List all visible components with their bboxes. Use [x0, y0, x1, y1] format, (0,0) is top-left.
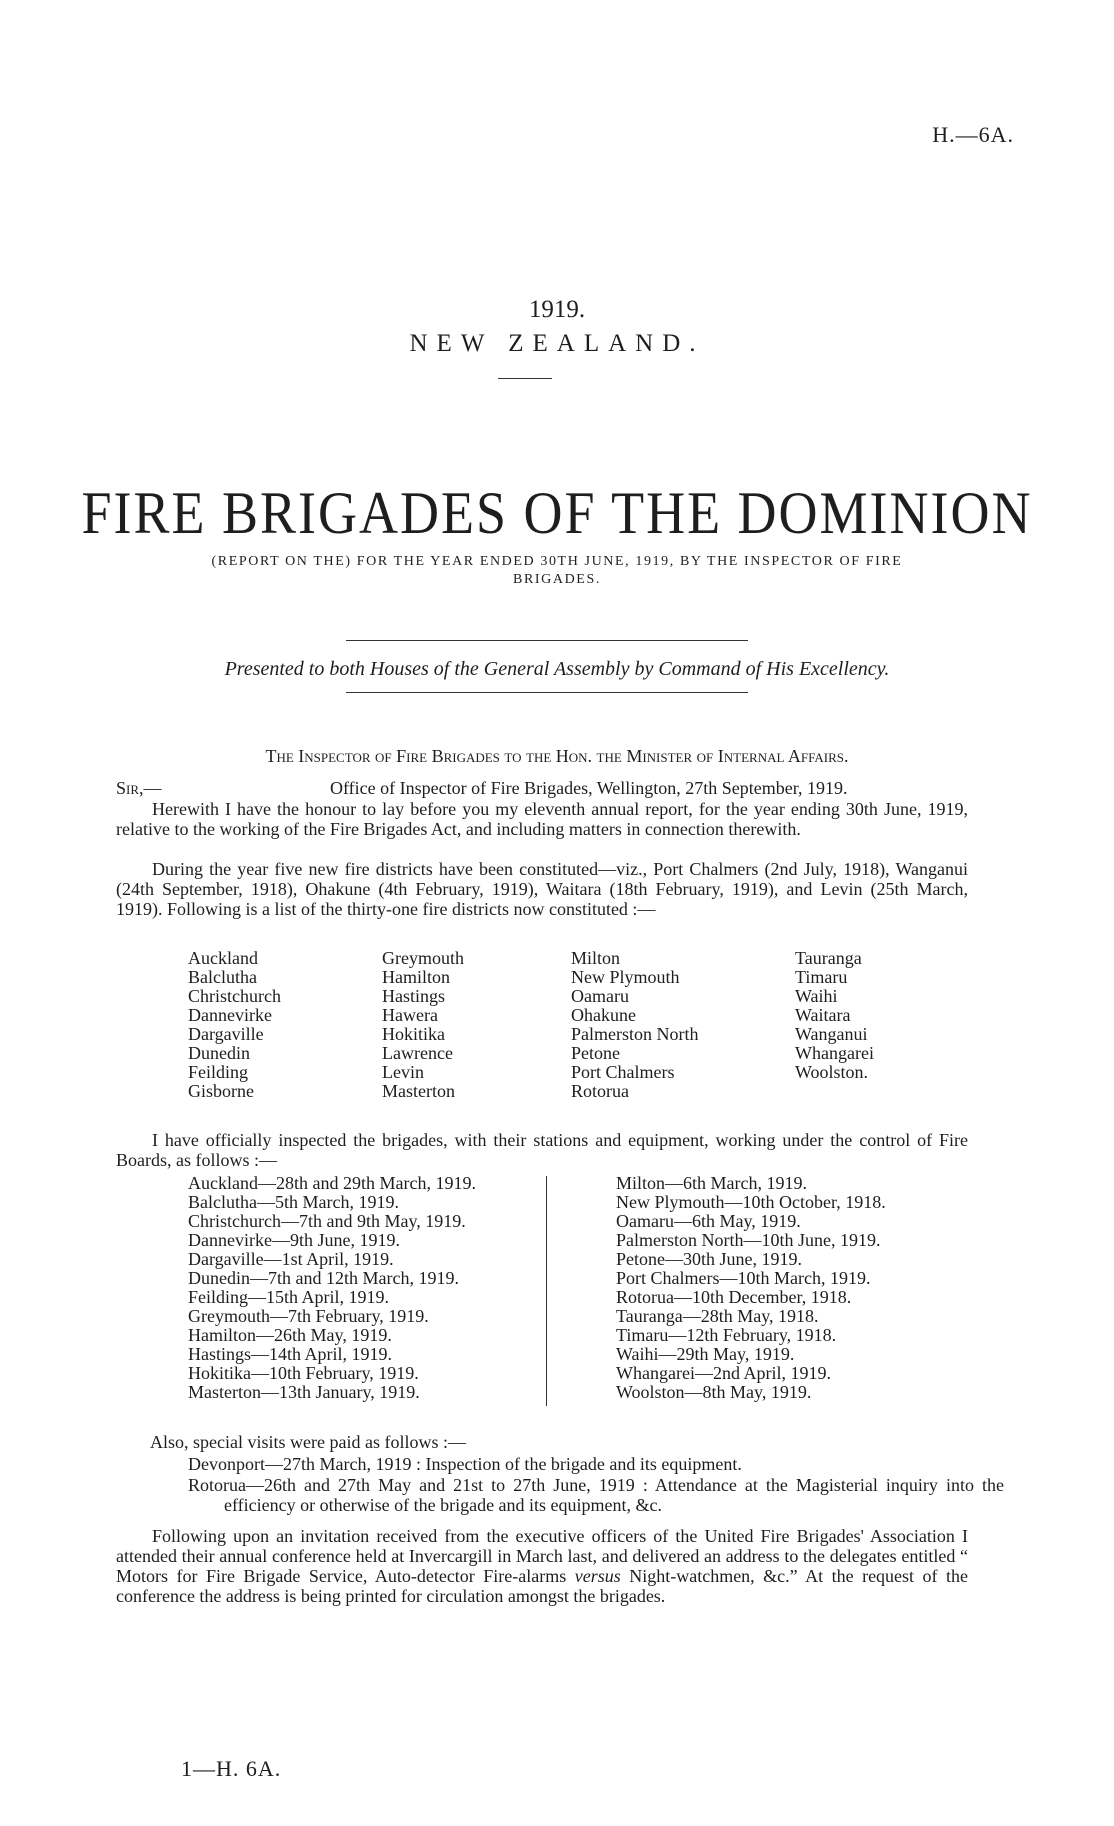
inspection-item: Hastings—14th April, 1919. [188, 1344, 393, 1364]
inspection-item: Dannevirke—9th June, 1919. [188, 1230, 400, 1250]
divider-bottom [346, 692, 748, 693]
district-item: Auckland [188, 948, 258, 968]
document-reference: H.—6A. [932, 122, 1014, 147]
special-visit-devonport: Devonport—27th March, 1919 : Inspection of the brigade and its equipment. [188, 1454, 742, 1474]
paragraph-new-districts: During the year five new fire districts have been constituted—viz., Port Chalmers (2nd July, 1918), Wanganui (24th September, 1918), Ohakune (4th February, 1919), Waitara (18th February, 1919), and Levin (25th March, 1919). Following is a list of the thirty-one fire districts now constituted :— [116, 859, 968, 919]
district-item: Port Chalmers [571, 1062, 675, 1082]
inspection-item: Whangarei—2nd April, 1919. [616, 1363, 831, 1383]
inspection-item: Dunedin—7th and 12th March, 1919. [188, 1268, 459, 1288]
column-divider [546, 1176, 547, 1406]
paragraph-intro: Herewith I have the honour to lay before you my eleventh annual report, for the year ending 30th June, 1919, relative to the working of the Fire Brigades Act, and including matters in connection therewith. [116, 799, 968, 839]
district-item: Ohakune [571, 1005, 636, 1025]
salutation: Sir,— [116, 778, 162, 798]
inspection-item: Christchurch—7th and 9th May, 1919. [188, 1211, 466, 1231]
inspection-item: Oamaru—6th May, 1919. [616, 1211, 801, 1231]
paragraph-inspections: I have officially inspected the brigades, with their stations and equipment, working under the control of Fire Boards, as follows :— [116, 1130, 968, 1170]
district-item: Waihi [795, 986, 838, 1006]
inspection-item: Rotorua—10th December, 1918. [616, 1287, 852, 1307]
conference-text-start: Following upon an invitation received from the executive officers of the United Fire Brigades' Association I attended their annual conference held at Invercargill in March last, and delivered an address to the delegates entitled “ Motors for Fire Brigade Service, Auto-detector Fire-alarms [116, 1526, 968, 1586]
district-item: Oamaru [571, 986, 629, 1006]
special-visits-intro: Also, special visits were paid as follows :— [150, 1432, 466, 1452]
district-item: Rotorua [571, 1081, 629, 1101]
inspection-item: Waihi—29th May, 1919. [616, 1344, 795, 1364]
inspection-item: Dargaville—1st April, 1919. [188, 1249, 394, 1269]
district-list-col3 [571, 949, 699, 1101]
special-visit-rotorua: Rotorua—26th and 27th May and 21st to 27th June, 1919 : Attendance at the Magisterial inquiry into the efficiency or otherwise of the brigade and its equipment, &c. [188, 1475, 1004, 1515]
district-item: Levin [382, 1062, 424, 1082]
district-item: Timaru [795, 967, 848, 987]
office-line: Office of Inspector of Fire Brigades, Wellington, 27th September, 1919. [330, 778, 848, 798]
district-item: Dannevirke [188, 1005, 272, 1025]
district-item: New Plymouth [571, 967, 680, 987]
district-item: Lawrence [382, 1043, 453, 1063]
report-subtitle: (REPORT ON THE) FOR THE YEAR ENDED 30TH JUNE, 1919, BY THE INSPECTOR OF FIRE BRIGADES. [211, 554, 903, 587]
divider-short [498, 378, 552, 379]
conference-text-end: Night-watchmen, &c.” At the request of the conference the address is being printed for circulation amongst the brigades. [116, 1566, 968, 1606]
inspection-item: Timaru—12th February, 1918. [616, 1325, 837, 1345]
district-item: Dargaville [188, 1024, 264, 1044]
report-year: 1919. [528, 296, 586, 323]
district-item: Hokitika [382, 1024, 445, 1044]
district-item: Balclutha [188, 967, 257, 987]
district-item: Waitara [795, 1005, 851, 1025]
district-item: Whangarei [795, 1043, 874, 1063]
district-item: Christchurch [188, 986, 281, 1006]
district-item: Masterton [382, 1081, 455, 1101]
inspection-item: Woolston—8th May, 1919. [616, 1382, 812, 1402]
district-list-col4 [795, 949, 874, 1082]
district-item: Woolston. [795, 1062, 869, 1082]
district-list-col2 [382, 949, 464, 1101]
district-item: Gisborne [188, 1081, 254, 1101]
country-heading: NEW ZEALAND. [409, 330, 705, 357]
inspection-item: Feilding—15th April, 1919. [188, 1287, 390, 1307]
inspections-right-column [616, 1174, 886, 1402]
conference-text-italic: versus [574, 1566, 621, 1586]
district-list-col1 [188, 949, 281, 1101]
district-item: Palmerston North [571, 1024, 699, 1044]
district-item: Milton [571, 948, 621, 968]
inspection-item: Greymouth—7th February, 1919. [188, 1306, 429, 1326]
addressee-line: The Inspector of Fire Brigades to the Hon. the Minister of Internal Affairs. [265, 746, 849, 766]
inspection-item: Milton—6th March, 1919. [616, 1173, 807, 1193]
inspection-item: Hamilton—26th May, 1919. [188, 1325, 392, 1345]
inspection-item: Balclutha—5th March, 1919. [188, 1192, 399, 1212]
inspection-item: Auckland—28th and 29th March, 1919. [188, 1173, 476, 1193]
divider-top [346, 640, 748, 641]
district-item: Wanganui [795, 1024, 868, 1044]
inspections-left-column [188, 1174, 476, 1402]
inspection-item: Masterton—13th January, 1919. [188, 1382, 420, 1402]
district-item: Greymouth [382, 948, 464, 968]
inspection-item: Palmerston North—10th June, 1919. [616, 1230, 881, 1250]
inspection-item: Tauranga—28th May, 1918. [616, 1306, 819, 1326]
district-item: Feilding [188, 1062, 249, 1082]
inspection-item: Petone—30th June, 1919. [616, 1249, 802, 1269]
inspection-item: Port Chalmers—10th March, 1919. [616, 1268, 871, 1288]
district-item: Hamilton [382, 967, 450, 987]
paragraph-conference [116, 1526, 968, 1606]
district-item: Tauranga [795, 948, 862, 968]
page-signature-reference: 1—H. 6A. [181, 1756, 282, 1781]
inspection-item: Hokitika—10th February, 1919. [188, 1363, 419, 1383]
district-item: Dunedin [188, 1043, 250, 1063]
district-item: Hawera [382, 1005, 438, 1025]
inspection-item: New Plymouth—10th October, 1918. [616, 1192, 886, 1212]
district-item: Petone [571, 1043, 620, 1063]
presented-line: Presented to both Houses of the General Assembly by Command of His Excellency. [224, 658, 890, 680]
district-item: Hastings [382, 986, 445, 1006]
report-title: FIRE BRIGADES OF THE DOMINION [81, 479, 1033, 547]
